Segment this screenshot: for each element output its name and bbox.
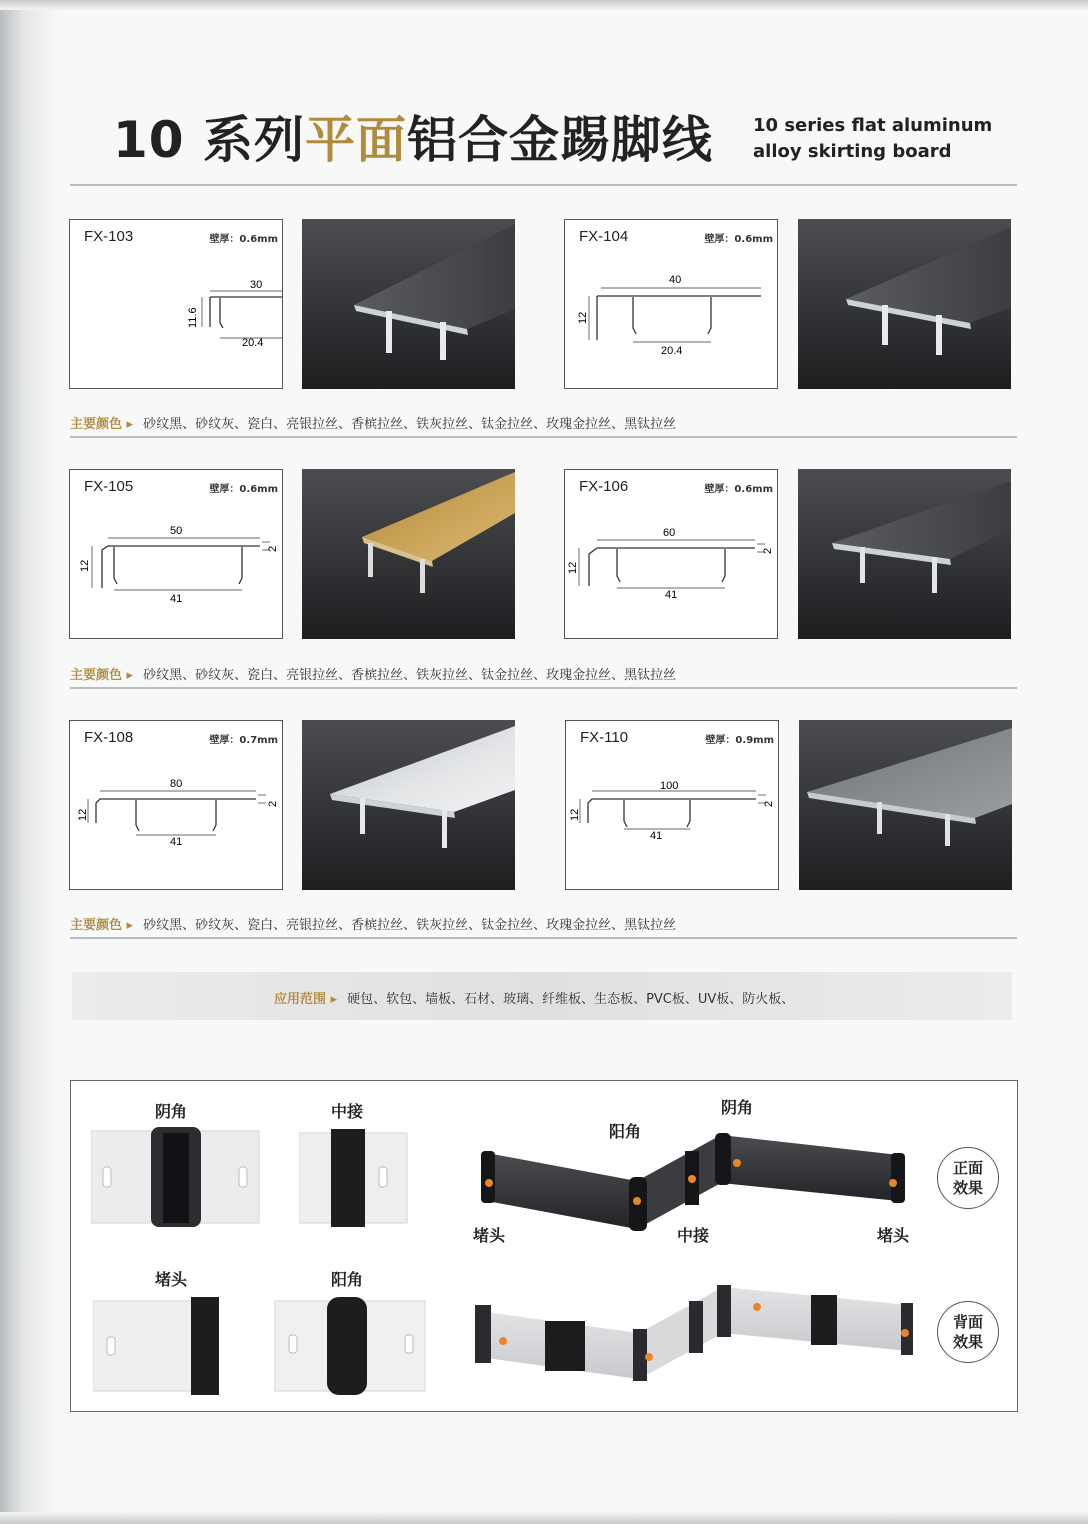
height-dimension: 12 bbox=[577, 311, 589, 324]
title-prefix: 10 系列 bbox=[113, 111, 305, 169]
profile-diagram-fx-106 bbox=[564, 469, 778, 639]
profile-drawing bbox=[566, 721, 778, 889]
width-dimension: 80 bbox=[170, 778, 183, 790]
main-colors-label: 主要颜色 ▸ bbox=[70, 918, 134, 933]
wall-thickness: 壁厚：0.6mm bbox=[209, 484, 278, 495]
profile-drawing bbox=[70, 470, 282, 638]
title-suffix: 铝合金踢脚线 bbox=[407, 111, 713, 169]
inner-dimension: 41 bbox=[170, 836, 183, 848]
lip-dimension: 2 bbox=[267, 545, 279, 552]
row-divider-1 bbox=[70, 436, 1017, 438]
back-assembly-view bbox=[473, 1281, 913, 1381]
subtitle-line-1: 10 series flat aluminum bbox=[753, 115, 993, 136]
wall-thickness: 壁厚：0.7mm bbox=[209, 735, 278, 746]
product-photo-fx-110 bbox=[799, 720, 1012, 890]
wall-thickness: 壁厚：0.9mm bbox=[705, 735, 774, 746]
assembly-end-cap-right-label: 堵头 bbox=[877, 1226, 910, 1245]
inner-corner-label: 阴角 bbox=[155, 1102, 188, 1121]
inner-dimension: 20.4 bbox=[661, 345, 683, 357]
product-photo-fx-108 bbox=[302, 720, 515, 890]
back-view-line-1: 背面 bbox=[952, 1313, 983, 1331]
product-code: FX-110 bbox=[580, 729, 629, 746]
main-colors-label: 主要颜色 ▸ bbox=[70, 668, 134, 683]
main-colors-row-3 bbox=[70, 914, 676, 933]
back-view-line-2: 效果 bbox=[952, 1333, 983, 1351]
width-dimension: 60 bbox=[663, 527, 676, 539]
page-subtitle bbox=[753, 113, 992, 165]
end-cap-part bbox=[93, 1295, 223, 1395]
outer-corner-label: 阳角 bbox=[331, 1270, 364, 1289]
middle-joint-label: 中接 bbox=[331, 1102, 364, 1121]
product-code: FX-105 bbox=[84, 478, 134, 495]
wall-thickness: 壁厚：0.6mm bbox=[704, 234, 773, 245]
inner-corner-part bbox=[91, 1127, 261, 1227]
product-code: FX-104 bbox=[579, 228, 629, 245]
wall-thickness: 壁厚：0.6mm bbox=[209, 234, 278, 245]
assembly-outer-corner-label: 阳角 bbox=[609, 1122, 642, 1141]
end-cap-label: 堵头 bbox=[155, 1270, 188, 1289]
profile-drawing bbox=[565, 220, 777, 388]
row-divider-3 bbox=[70, 937, 1017, 939]
profile-diagram-fx-104 bbox=[564, 219, 778, 389]
lip-dimension: 2 bbox=[267, 800, 279, 807]
width-dimension: 50 bbox=[170, 525, 183, 537]
product-photo-fx-105 bbox=[302, 469, 515, 639]
profile-diagram-fx-103 bbox=[69, 219, 283, 389]
title-highlight: 平面 bbox=[305, 111, 407, 169]
subtitle-line-2: alloy skirting board bbox=[753, 141, 952, 162]
application-scope-bar bbox=[72, 972, 1012, 1020]
main-colors-list: 砂纹黑、砂纹灰、瓷白、亮银拉丝、香槟拉丝、铁灰拉丝、钛金拉丝、玫瑰金拉丝、黑钛拉丝 bbox=[143, 668, 677, 683]
application-scope-label: 应用范围 ▸ bbox=[274, 992, 338, 1007]
back-view-badge bbox=[937, 1301, 999, 1363]
assembly-end-cap-left-label: 堵头 bbox=[473, 1226, 506, 1245]
main-colors-row-1 bbox=[70, 413, 676, 432]
product-code: FX-103 bbox=[84, 228, 134, 245]
width-dimension: 40 bbox=[669, 274, 682, 286]
width-dimension: 100 bbox=[660, 780, 679, 792]
assembly-inner-corner-label: 阴角 bbox=[721, 1098, 754, 1117]
main-colors-label: 主要颜色 ▸ bbox=[70, 417, 134, 432]
height-dimension: 11.6 bbox=[187, 307, 199, 328]
main-colors-list: 砂纹黑、砂纹灰、瓷白、亮银拉丝、香槟拉丝、铁灰拉丝、钛金拉丝、玫瑰金拉丝、黑钛拉丝 bbox=[143, 918, 677, 933]
height-dimension: 12 bbox=[79, 559, 91, 572]
wall-thickness: 壁厚：0.6mm bbox=[704, 484, 773, 495]
inner-dimension: 41 bbox=[650, 830, 663, 842]
profile-drawing bbox=[70, 220, 282, 388]
product-photo-fx-103 bbox=[302, 219, 515, 389]
main-colors-list: 砂纹黑、砂纹灰、瓷白、亮银拉丝、香槟拉丝、铁灰拉丝、钛金拉丝、玫瑰金拉丝、黑钛拉丝 bbox=[143, 417, 677, 432]
assembly-middle-joint-label: 中接 bbox=[677, 1226, 710, 1245]
lip-dimension: 2 bbox=[763, 800, 775, 807]
accessories-panel bbox=[70, 1080, 1018, 1412]
product-code: FX-106 bbox=[579, 478, 629, 495]
front-assembly-view bbox=[479, 1121, 909, 1231]
height-dimension: 12 bbox=[567, 561, 579, 574]
front-view-line-2: 效果 bbox=[952, 1179, 983, 1197]
product-code: FX-108 bbox=[84, 729, 134, 746]
profile-diagram-fx-108 bbox=[69, 720, 283, 890]
front-view-badge bbox=[937, 1147, 999, 1209]
height-dimension: 12 bbox=[569, 808, 581, 821]
outer-corner-part bbox=[271, 1295, 431, 1395]
profile-drawing bbox=[70, 721, 282, 889]
profile-diagram-fx-110 bbox=[565, 720, 779, 890]
page-bottom-shadow bbox=[0, 1512, 1088, 1524]
height-dimension: 12 bbox=[77, 808, 89, 821]
application-scope-list: 硬包、软包、墙板、石材、玻璃、纤维板、生态板、PVC板、UV板、防火板、 bbox=[347, 992, 795, 1007]
middle-joint-part bbox=[299, 1127, 409, 1227]
profile-diagram-fx-105 bbox=[69, 469, 283, 639]
header-divider bbox=[70, 184, 1017, 186]
page-title bbox=[113, 108, 713, 172]
page-top-shadow bbox=[0, 0, 1088, 10]
product-photo-fx-106 bbox=[798, 469, 1011, 639]
inner-dimension: 41 bbox=[665, 589, 678, 601]
inner-dimension: 41 bbox=[170, 593, 183, 605]
lip-dimension: 2 bbox=[762, 547, 774, 554]
profile-drawing bbox=[565, 470, 777, 638]
width-dimension: 30 bbox=[250, 279, 263, 291]
main-colors-row-2 bbox=[70, 664, 676, 683]
inner-dimension: 20.4 bbox=[242, 337, 264, 349]
product-photo-fx-104 bbox=[798, 219, 1011, 389]
front-view-line-1: 正面 bbox=[952, 1159, 983, 1177]
row-divider-2 bbox=[70, 687, 1017, 689]
